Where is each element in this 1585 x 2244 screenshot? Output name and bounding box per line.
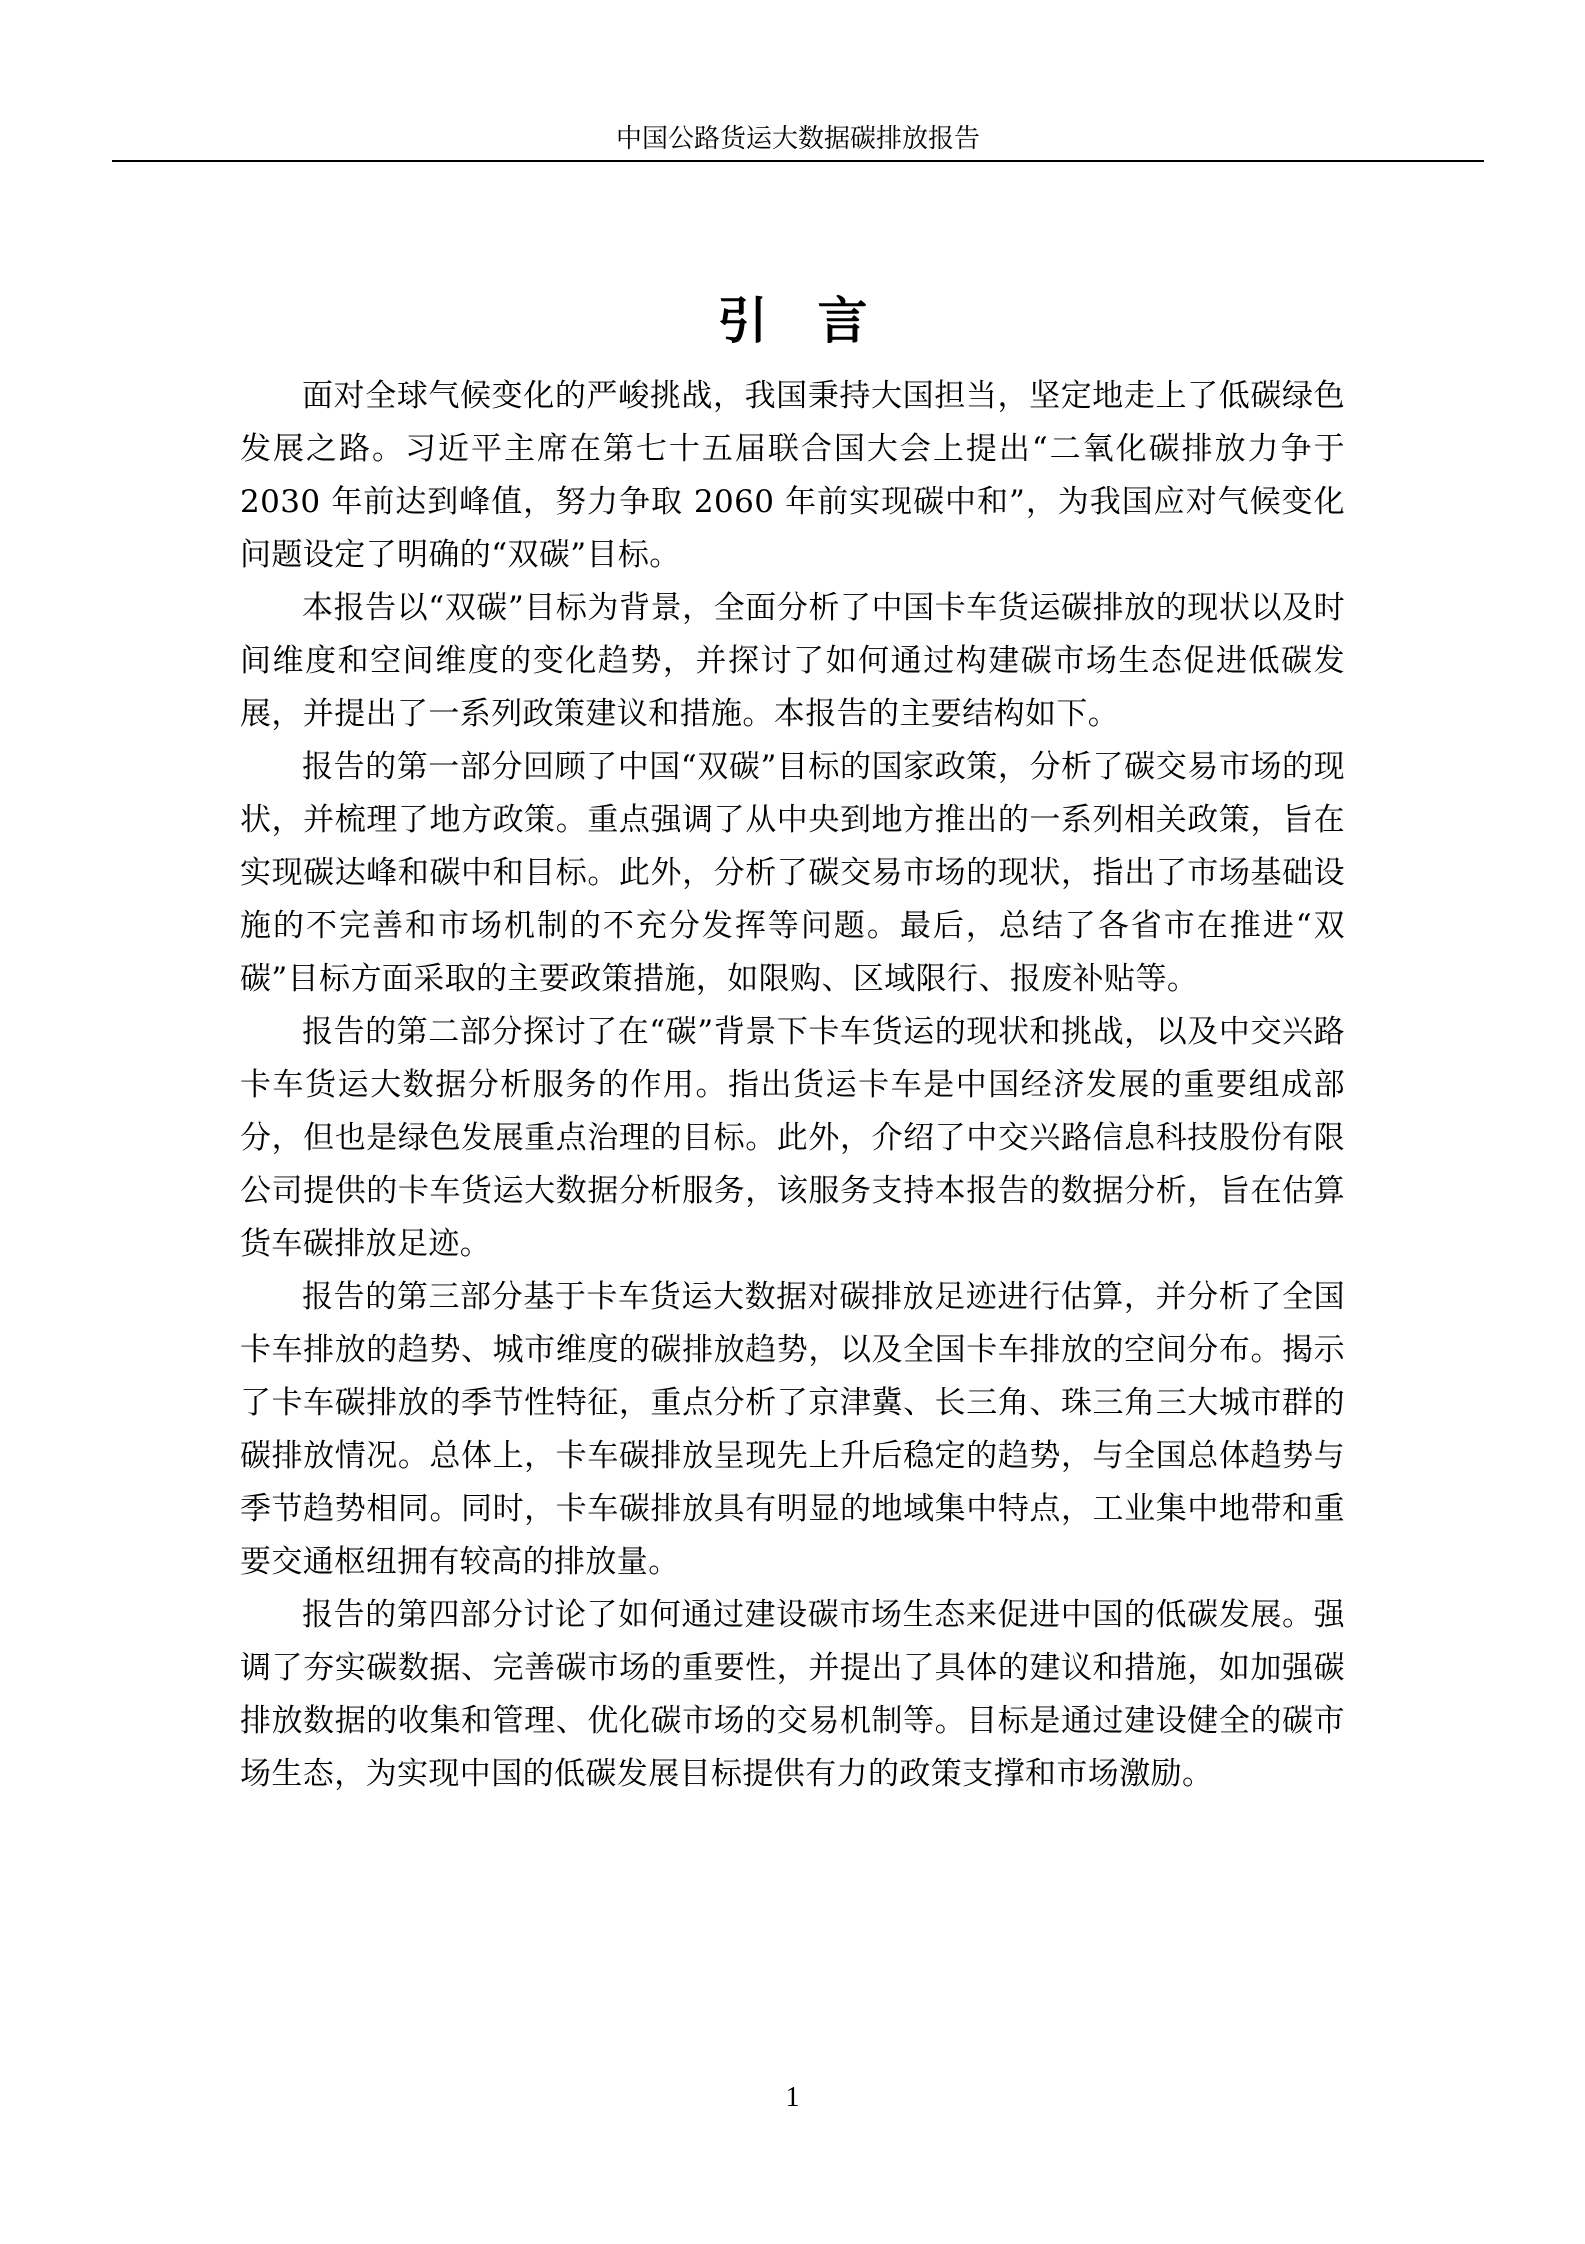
page-title-char-1: 引: [717, 291, 768, 350]
paragraph-5: 报告的第三部分基于卡车货运大数据对碳排放足迹进行估算，并分析了全国卡车排放的趋势、城市维度的碳排放趋势，以及全国卡车排放的空间分布。揭示了卡车碳排放的季节性特征，重点分析了京津冀、长三角、珠三角三大城市群的碳排放情况。总体上，卡车碳排放呈现先上升后稳定的趋势，与全国总体趋势与季节趋势相同。同时，卡车碳排放具有明显的地域集中特点，工业集中地带和重要交通枢纽拥有较高的排放量。: [240, 1279, 1345, 1580]
page-title: [0, 289, 1585, 353]
header-divider: [112, 160, 1484, 162]
paragraph-4: 报告的第二部分探讨了在“碳”背景下卡车货运的现状和挑战，以及中交兴路卡车货运大数据分析服务的作用。指出货运卡车是中国经济发展的重要组成部分，但也是绿色发展重点治理的目标。此外，介绍了中交兴路信息科技股份有限公司提供的卡车货运大数据分析服务，该服务支持本报告的数据分析，旨在估算货车碳排放足迹。: [240, 1014, 1345, 1262]
paragraph-6: 报告的第四部分讨论了如何通过建设碳市场生态来促进中国的低碳发展。强调了夯实碳数据、完善碳市场的重要性，并提出了具体的建议和措施，如加强碳排放数据的收集和管理、优化碳市场的交易机制等。目标是通过建设健全的碳市场生态，为实现中国的低碳发展目标提供有力的政策支撑和市场激励。: [240, 1597, 1345, 1792]
paragraph-1: 面对全球气候变化的严峻挑战，我国秉持大国担当，坚定地走上了低碳绿色发展之路。习近平主席在第七十五届联合国大会上提出“二氧化碳排放力争于 2030 年前达到峰值，努力争取 2060 年前实现碳中和”，为我国应对气候变化问题设定了明确的“双碳”目标。: [240, 378, 1345, 573]
running-header: 中国公路货运大数据碳排放报告: [615, 124, 980, 154]
paragraph-2: 本报告以“双碳”目标为背景，全面分析了中国卡车货运碳排放的现状以及时间维度和空间维度的变化趋势，并探讨了如何通过构建碳市场生态促进低碳发展，并提出了一系列政策建议和措施。本报告的主要结构如下。: [240, 590, 1345, 732]
introduction-body: [240, 370, 1345, 1801]
paragraph-3: 报告的第一部分回顾了中国“双碳”目标的国家政策，分析了碳交易市场的现状，并梳理了地方政策。重点强调了从中央到地方推出的一系列相关政策，旨在实现碳达峰和碳中和目标。此外，分析了碳交易市场的现状，指出了市场基础设施的不完善和市场机制的不充分发挥等问题。最后，总结了各省市在推进“双碳”目标方面采取的主要政策措施，如限购、区域限行、报废补贴等。: [240, 749, 1345, 997]
page-number: 1: [785, 2082, 800, 2113]
page-title-char-2: 言: [817, 291, 868, 350]
